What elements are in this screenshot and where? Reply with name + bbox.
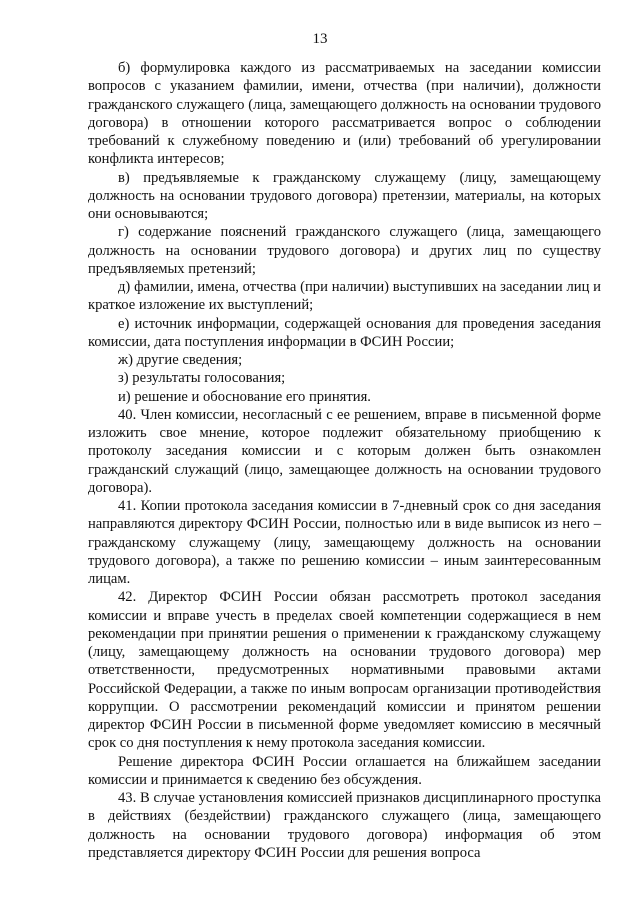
clause-42: 42. Директор ФСИН России обязан рассмотреть протокол заседания комиссии и вправе учесть в пределах своей компетенции содержащиеся в нем рекомендации при принятии решения о применении к гражданскому служащему (лицу, замещающему должность на основании трудового договора) мер ответственности, предусмотренных нормативными правовыми актами Российской Федерации, а также по иным вопросам организации противодействия коррупции. О рассмотрении рекомендаций комиссии и принятом решении директор ФСИН России в письменной форме уведомляет комиссию в месячный срок со дня поступления к нему протокола заседания комиссии. (88, 589, 601, 752)
page-number: 13 (312, 31, 328, 47)
clause-40: 40. Член комиссии, несогласный с ее решением, вправе в письменной форме изложить свое мнение, которое подлежит обязательному приобщению к протоколу заседания комиссии и с которым должен быть ознакомлен гражданский служащий (лицо, замещающее должность на основании трудового договора). (88, 406, 601, 496)
clause-43: 43. В случае установления комиссией признаков дисциплинарного проступка в действиях (бездействии) гражданского служащего (лица, замещающего должность на основании трудового договора) информация об этом представляется директору ФСИН России для решения вопроса (88, 790, 601, 861)
paragraph-item-zh: ж) другие сведения; (118, 352, 243, 368)
clause-41: 41. Копии протокола заседания комиссии в 7-дневный срок со дня заседания направляются директору ФСИН России, полностью или в виде выписок из него – гражданскому служащему (лицу, замещающему должность на основании трудового договора), а также по решению комиссии – иным заинтересованным лицам. (88, 498, 601, 587)
clause-42-decision: Решение директора ФСИН России оглашается на ближайшем заседании комиссии и принимается к сведению без обсуждения. (88, 753, 601, 788)
paragraph-item-b: б) формулировка каждого из рассматриваемых на заседании комиссии вопросов с указанием фамилии, имени, отчества (при наличии), должности гражданского служащего (лица, замещающего должность на основании трудового договора) в отношении которого рассматривается вопрос о соблюдении требований к служебному поведению и (или) требований об урегулировании конфликта интересов; (88, 60, 601, 168)
document-body (88, 59, 601, 862)
paragraph-item-i: и) решение и обоснование его принятия. (118, 388, 371, 405)
paragraph-item-v: в) предъявляемые к гражданскому служащему (лицу, замещающему должность на основании трудового договора) претензии, материалы, на которых они основываются; (88, 169, 601, 222)
paragraph-item-g: г) содержание пояснений гражданского служащего (лица, замещающего должность на основании трудового договора) и других лиц по существу предъявляемых претензий; (88, 224, 601, 277)
paragraph-item-e: е) источник информации, содержащей основания для проведения заседания комиссии, дата поступления информации в ФСИН России; (88, 315, 601, 350)
paragraph-item-z: з) результаты голосования; (118, 370, 286, 387)
paragraph-item-d: д) фамилии, имена, отчества (при наличии) выступивших на заседании лиц и краткое изложение их выступлений; (88, 279, 601, 314)
